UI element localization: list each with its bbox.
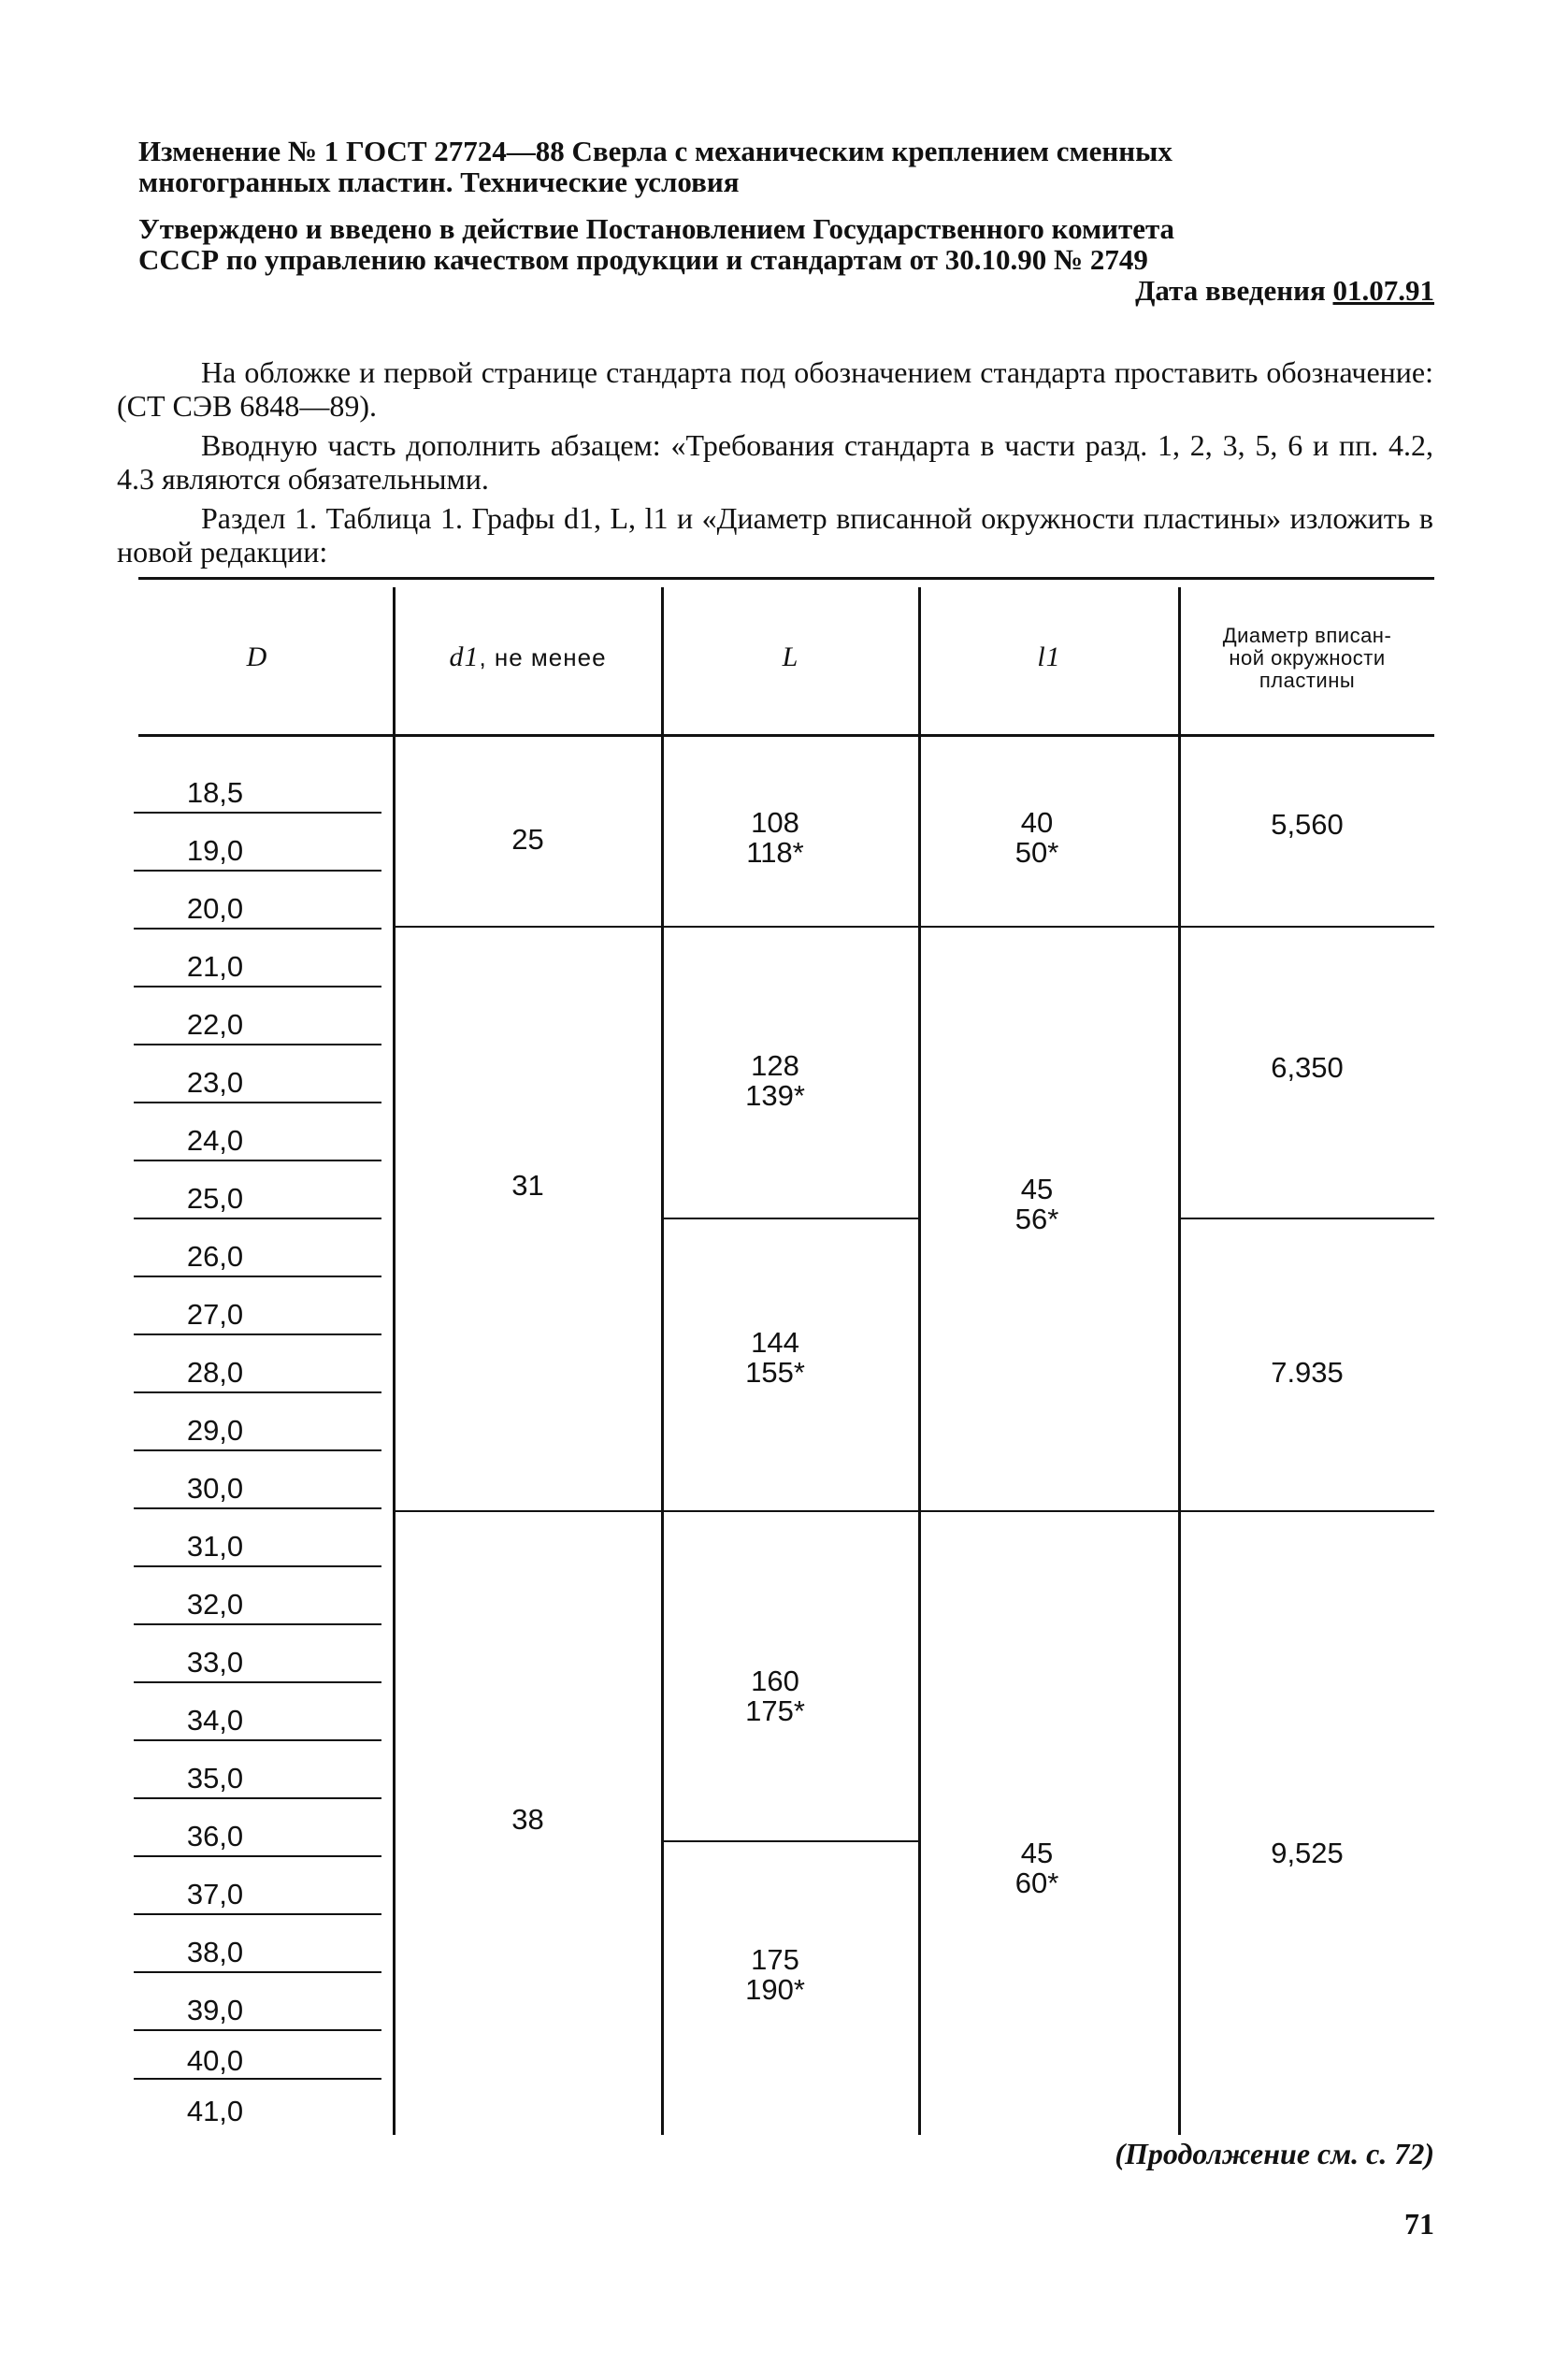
diam-rule-1 [1180,1218,1434,1219]
d-value: 20,0 [186,892,244,925]
d-value: 38,0 [186,1936,244,1968]
header-d [140,641,374,672]
d-row-rule [134,1971,381,1973]
table-header-rule [138,734,1434,737]
d-value: 33,0 [186,1646,244,1679]
d-value: 32,0 [186,1588,244,1621]
d-row-rule [134,1218,381,1219]
d-row-rule [134,1391,381,1393]
l1-value [920,1838,1154,1898]
l-value-alt: 139* [745,1079,805,1112]
d-row-rule [134,1102,381,1103]
col-rule-1 [393,587,396,2135]
header-diameter [1180,625,1434,692]
d1-value: 25 [511,823,544,856]
effective-date [138,275,1434,306]
l1-value-alt: 50* [1014,836,1059,869]
header-l1-label: l1 [1037,641,1061,672]
approval-line1: Утверждено и введено в действие Постановлением Государственного комитета [138,212,1175,245]
d-value: 29,0 [186,1414,244,1447]
diameter-value: 5,560 [1271,808,1344,841]
d-value: 24,0 [186,1124,244,1157]
d-row-rule [134,1681,381,1683]
d-row-rule [134,1449,381,1451]
d-row-rule [134,2078,381,2080]
diameter-value: 7.935 [1271,1356,1344,1389]
d-value: 25,0 [186,1182,244,1215]
d-value: 23,0 [186,1066,244,1099]
header-diameter-line3: пластины [1259,669,1356,692]
d-value: 19,0 [186,834,244,867]
header-l1 [920,641,1178,672]
header-diameter-line2: ной окружности [1229,646,1386,670]
d-row-rule [134,1507,381,1509]
d1-value: 38 [511,1803,544,1836]
continuation-note: (Продолжение см. с. 72) [1115,2137,1434,2170]
d-value: 27,0 [186,1298,244,1331]
d-row-rule [134,1623,381,1625]
d-value: 22,0 [186,1008,244,1041]
l-value-main: 128 [751,1049,799,1082]
l-value [663,1328,887,1388]
d-row-rule [134,928,381,930]
d-value: 35,0 [186,1762,244,1795]
header-d-label: D [246,641,268,672]
d-value: 18,5 [186,776,244,809]
d-value: 36,0 [186,1820,244,1852]
d-row-rule [134,1913,381,1915]
diameter-value: 6,350 [1271,1051,1344,1084]
d-row-rule [134,1739,381,1741]
l1-value-main: 45 [1020,1173,1054,1205]
l1-value-main: 40 [1020,806,1054,839]
d-value: 37,0 [186,1878,244,1910]
effective-date-value: 01.07.91 [1332,274,1434,307]
page-number: 71 [1404,2207,1434,2241]
l-value-main: 108 [751,806,799,839]
l-value-alt: 118* [746,836,804,869]
l-rule-2 [663,1840,918,1842]
d-value: 41,0 [186,2095,244,2127]
d-value: 21,0 [186,950,244,983]
paragraph-intro: Вводную часть дополнить абзацем: «Требования стандарта в части разд. 1, 2, 3, 5, 6 и пп. 4.2, 4.3 являются обязательными. [117,428,1433,496]
l-value [663,1051,887,1111]
d-row-rule [134,1565,381,1567]
d-row-rule [134,1044,381,1045]
d-row-rule [134,1276,381,1277]
d-value: 40,0 [186,2044,244,2077]
diameter-value: 9,525 [1271,1837,1344,1869]
d-row-rule [134,1333,381,1335]
l1-value-alt: 56* [1014,1203,1059,1235]
d-row-rule [134,1160,381,1161]
l-value-main: 144 [751,1326,799,1359]
d-value: 28,0 [186,1356,244,1389]
l-value [663,1945,887,2005]
d-row-rule [134,812,381,814]
l-value-alt: 175* [745,1694,805,1727]
l1-value [920,808,1154,868]
d-value: 34,0 [186,1704,244,1737]
header-d1-suffix: , не менее [479,643,607,671]
effective-date-label: Дата введения [1135,274,1326,307]
amendment-title [138,136,1434,197]
d-value: 39,0 [186,1994,244,2026]
group-rule-2 [395,1510,1434,1512]
l1-value-main: 45 [1020,1837,1054,1869]
paragraph-cover: На обложке и первой странице стандарта под обозначением стандарта проставить обозначение: (СТ СЭВ 6848—89). [117,355,1433,423]
body-text [117,355,1433,569]
l-value-main: 175 [751,1943,799,1976]
header-l-label: L [782,641,799,672]
l1-value-alt: 60* [1014,1867,1059,1899]
amendment-title-line2: многогранных пластин. Технические условия [138,166,740,198]
l-value [663,808,887,868]
l-value-alt: 155* [745,1356,805,1389]
d-row-rule [134,1855,381,1857]
d-row-rule [134,986,381,987]
d-row-rule [134,1797,381,1799]
header-d1 [395,641,661,672]
d-row-rule [134,2029,381,2031]
d-value: 30,0 [186,1472,244,1505]
l-rule-1 [663,1218,918,1219]
d-value: 26,0 [186,1240,244,1273]
d1-value: 31 [511,1169,544,1202]
d-value: 31,0 [186,1530,244,1563]
header-d1-symbol: d1 [449,641,480,672]
approval-line2: СССР по управлению качеством продукции и стандартам от 30.10.90 № 2749 [138,243,1148,276]
approval-block [138,213,1434,306]
amendment-title-line1: Изменение № 1 ГОСТ 27724—88 Сверла с механическим креплением сменных [138,135,1172,167]
table-top-rule [138,577,1434,580]
paragraph-section: Раздел 1. Таблица 1. Графы d1, L, l1 и «Диаметр вписанной окружности пластины» изложить в новой редакции: [117,501,1433,569]
l-value-main: 160 [751,1665,799,1697]
header-l [663,641,918,672]
l1-value [920,1175,1154,1234]
header-diameter-line1: Диаметр вписан- [1222,624,1392,647]
l-value-alt: 190* [745,1973,805,2006]
d-row-rule [134,870,381,872]
group-rule-1 [395,926,1434,928]
l-value [663,1666,887,1726]
